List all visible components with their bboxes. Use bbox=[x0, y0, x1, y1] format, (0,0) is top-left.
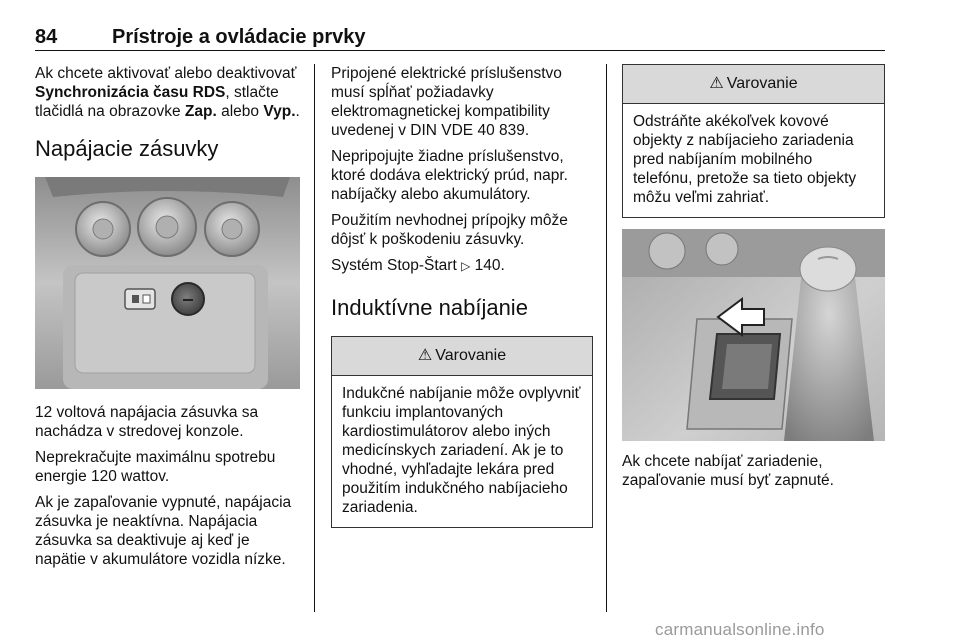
paragraph-stop-start-ref: Systém Stop-Štart ▷ 140. bbox=[331, 257, 505, 274]
column-divider-2 bbox=[606, 64, 607, 612]
chapter-title: Prístroje a ovládacie prvky bbox=[112, 26, 366, 48]
warning-text: Odstráňte akékoľvek kovové objekty z nabíjacieho zariadenia pred nabíjaním mobilného telefónu, pretože sa tieto objekty môžu veľmi zahriať. bbox=[633, 113, 857, 206]
charging-tray-illustration bbox=[622, 229, 885, 441]
paragraph-ignition-on: Ak chcete nabíjať zariadenie, zapaľovanie musí byť zapnuté. bbox=[622, 453, 834, 489]
warning-text: Indukčné nabíjanie môže ovplyvniť funkciu implantovaných kardiostimulátorov alebo iných medicínskych zariadení. Ak je to vhodné, vyhľadajte lekára pred použitím indukčného nabíjacieho zariadenia. bbox=[342, 385, 581, 516]
page-reference-icon: ▷ bbox=[461, 259, 471, 273]
warning-header: ⚠ Varovanie bbox=[623, 65, 884, 104]
warning-box-metal-objects bbox=[622, 64, 885, 218]
section-heading-power-outlets: Napájacie zásuvky bbox=[35, 136, 219, 161]
paragraph-damage: Použitím nevhodnej prípojky môže dôjsť k poškodeniu zásuvky. bbox=[331, 212, 568, 248]
paragraph-outlet-location: 12 voltová napájacia zásuvka sa nachádza v stredovej konzole. bbox=[35, 404, 259, 440]
power-outlet-figure bbox=[35, 177, 300, 389]
page-reference-link[interactable]: 140. bbox=[474, 257, 505, 274]
warning-triangle-icon: ⚠ bbox=[709, 75, 724, 92]
header-rule bbox=[35, 50, 885, 51]
warning-header: ⚠ Varovanie bbox=[332, 337, 592, 376]
inductive-charging-figure bbox=[622, 229, 885, 441]
paragraph-no-current-sources: Nepripojujte žiadne príslušenstvo, ktoré dodáva elektrický prúd, napr. nabíjačky alebo akumulátory. bbox=[331, 148, 568, 203]
paragraph-emc: Pripojené elektrické príslušenstvo musí spĺňať požiadavky elektromagnetickej kompatibility uvedenej v DIN VDE 40 839. bbox=[331, 65, 562, 139]
warning-triangle-icon: ⚠ bbox=[417, 347, 433, 364]
page-header bbox=[35, 22, 885, 52]
warning-box-pacemaker bbox=[331, 336, 593, 528]
console-illustration bbox=[35, 177, 300, 389]
column-1 bbox=[35, 64, 300, 576]
column-divider-1 bbox=[314, 64, 315, 612]
paragraph-max-power: Neprekračujte maximálnu spotrebu energie 120 wattov. bbox=[35, 449, 276, 485]
page-number: 84 bbox=[35, 26, 58, 48]
intro-paragraph: Ak chcete aktivovať alebo deaktivovať Synchronizácia času RDS, stlačte tlačidlá na obrazovke Zap. alebo Vyp.. bbox=[35, 65, 300, 120]
paragraph-ignition-off: Ak je zapaľovanie vypnuté, napájacia zásuvka je neaktívna. Napájacia zásuvka sa deaktivuje aj keď je napätie v akumulátore vozidla nízke. bbox=[35, 494, 292, 568]
section-heading-inductive-charging: Induktívne nabíjanie bbox=[331, 295, 528, 320]
column-3 bbox=[622, 64, 885, 497]
column-2 bbox=[331, 64, 593, 528]
watermark: carmanualsonline.info bbox=[655, 620, 825, 639]
